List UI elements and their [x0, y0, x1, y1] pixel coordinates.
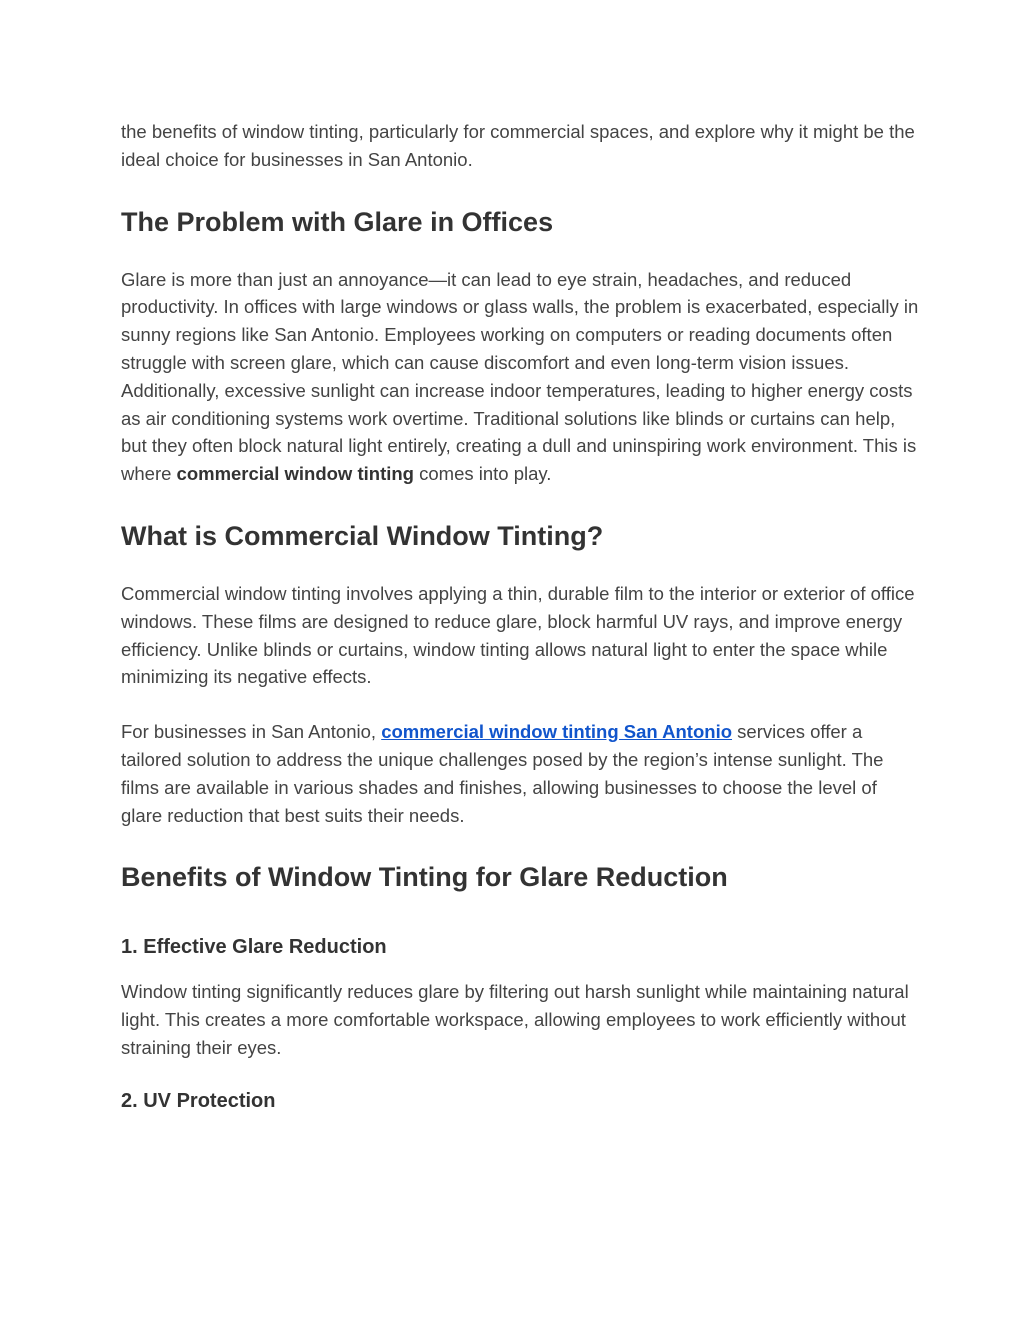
intro-paragraph: the benefits of window tinting, particularly for commercial spaces, and explore why it might be the ideal choice for businesses in San Antonio.: [121, 121, 915, 170]
problem-text-end: comes into play.: [413, 463, 552, 485]
what-paragraph: Commercial window tinting involves applying a thin, durable film to the interior or exterior of office windows. These films are designed to reduce glare, block harmful UV rays, and improve energy efficiency. Unlike blinds or curtains, window tinting allows natural light to enter the space while minimizing its negative effects.: [121, 582, 915, 688]
subheading-effective-glare-reduction: 1. Effective Glare Reduction: [121, 936, 387, 959]
heading-benefits: Benefits of Window Tinting for Glare Reduction: [121, 862, 728, 893]
problem-paragraph: [121, 266, 921, 488]
commercial-tinting-san-antonio-link[interactable]: commercial window tinting San Antonio: [381, 721, 733, 743]
heading-problem-with-glare: The Problem with Glare in Offices: [121, 206, 554, 237]
bold-commercial-window-tinting: commercial window tinting: [176, 463, 414, 485]
subheading-uv-protection: 2. UV Protection: [121, 1089, 276, 1112]
san-antonio-paragraph: [121, 718, 921, 829]
problem-text: Glare is more than just an annoyance—it can lead to eye strain, headaches, and reduced productivity. In offices with large windows or glass walls, the problem is exacerbated, especially in sunny regions like San Antonio. Employees working on computers or reading documents often struggle with screen glare, which can cause discomfort and even long-term vision issues. Additionally, excessive sunlight can increase indoor temperatures, leading to higher energy costs as air conditioning systems work overtime. Traditional solutions like blinds or curtains can help, but they often block natural light entirely, creating a dull and uninspiring work environment. This is where: [121, 268, 919, 485]
san-antonio-text-end: services offer a tailored solution to address the unique challenges posed by the region’s intense sunlight. The films are available in various shades and finishes, allowing businesses to choose the level of glare reduction that best suits their needs.: [121, 721, 884, 826]
document-page: [121, 118, 921, 1114]
san-antonio-text: For businesses in San Antonio,: [121, 721, 382, 743]
effective-glare-paragraph: Window tinting significantly reduces glare by filtering out harsh sunlight while maintaining natural light. This creates a more comfortable workspace, allowing employees to work efficiently without straining their eyes.: [121, 981, 909, 1058]
heading-what-is-commercial-tinting: What is Commercial Window Tinting?: [121, 520, 604, 551]
